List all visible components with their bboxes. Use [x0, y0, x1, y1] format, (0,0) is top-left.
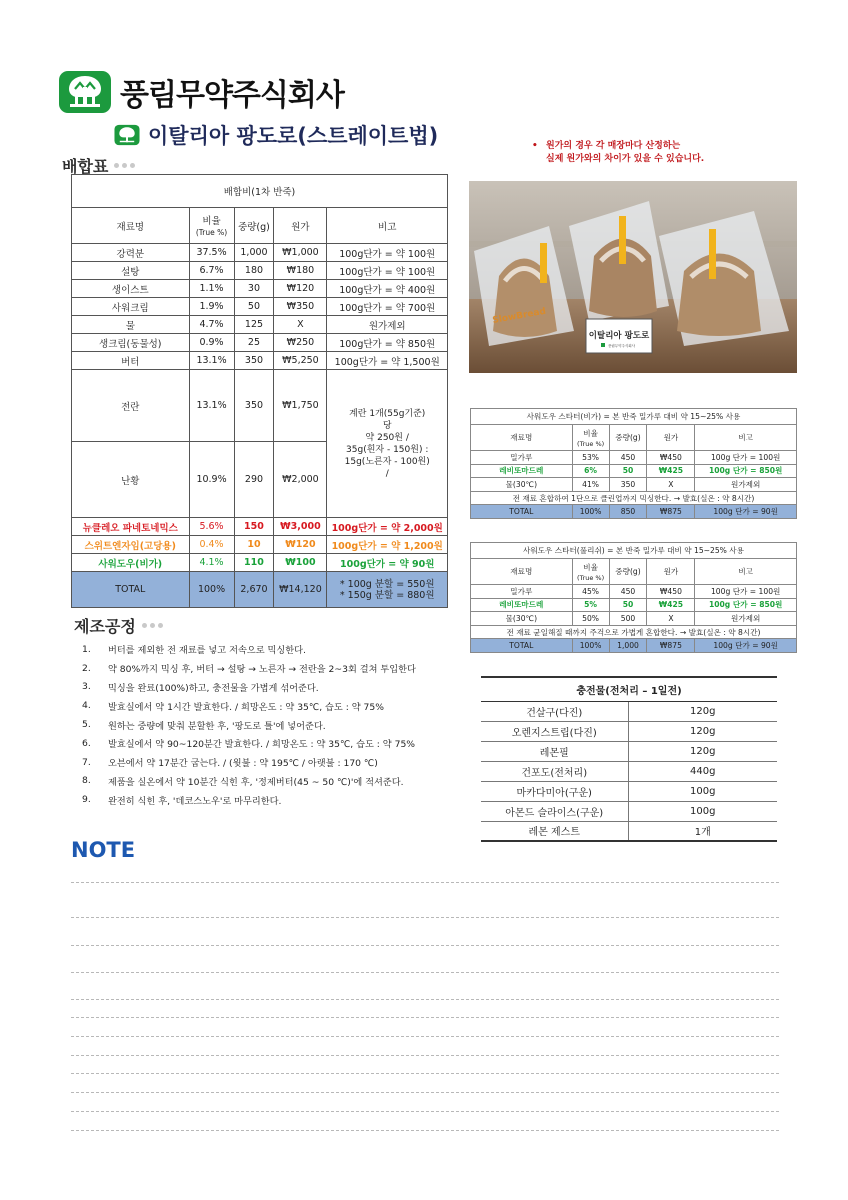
table-total-row: TOTAL 100% 850 ₩875 100g 단가 = 90원: [471, 505, 797, 519]
table-row-special: 스위트엔자임(고당용) 0.4% 10 ₩120 100g단가 = 약 1,200원: [72, 536, 448, 554]
biga-caption: 사워도우 스타터(비가) = 본 반죽 밀가루 대비 약 15~25% 사용: [471, 409, 797, 425]
process-step: 7. 오븐에서 약 17분간 굽는다. / (윗불 : 약 195℃ / 아랫불 : 170 ℃): [82, 756, 378, 770]
note-line: [71, 1111, 779, 1112]
header-weight: 중량(g): [234, 208, 274, 244]
filling-table: [481, 676, 777, 842]
table-row: 오렌지스트립(다진) 120g: [481, 721, 777, 741]
note-title: NOTE: [71, 838, 136, 862]
photo-label-company: 풍림무약주식회사: [608, 344, 636, 348]
table-row: 레몬필 120g: [481, 741, 777, 761]
photo-label-logo-icon: [601, 343, 605, 347]
header-remark: 비고: [327, 208, 448, 244]
process-step: 8. 제품을 실온에서 약 10분간 식힌 후, '정제버터(45 ~ 50 ℃)'에 적셔준다.: [82, 775, 404, 788]
section-dots-icon: [142, 623, 163, 628]
table-row: 강력분 37.5% 1,000 ₩1,000 100g단가 = 약 100원: [72, 244, 448, 262]
filling-title: 충전물(전처리 – 1일전): [481, 677, 777, 701]
recipe-title: 이탈리아 팡도로(스트레이트법): [148, 124, 439, 148]
note-line: [71, 1130, 779, 1131]
table-total-row: TOTAL 100% 1,000 ₩875 100g 단가 = 90원: [471, 639, 797, 653]
note-line: [71, 1017, 779, 1018]
biga-method: 전 재료 혼합하여 1단으로 클린업까지 믹싱한다. → 발효(실온 : 약 8시간): [471, 491, 797, 505]
table-row: 생크림(동물성) 0.9% 25 ₩250 100g단가 = 약 850원: [72, 334, 448, 352]
table-row: 레비또마드레 6% 50 ₩425 100g 단가 = 850원: [471, 464, 797, 478]
process-step: 6. 발효실에서 약 90~120분간 발효한다. / 희망온도 : 약 35℃, 습도 : 약 75%: [82, 737, 416, 751]
note-line: [71, 917, 779, 918]
photo-label-text: 이탈리아 팡도로: [588, 331, 650, 341]
tree-logo-small-icon: [114, 124, 140, 146]
note-line: [71, 1055, 779, 1056]
poolish-method: 전 재료 균일해질 때까지 주걱으로 가볍게 혼합한다. → 발효(실온 : 약 8시간): [471, 625, 797, 639]
note-line: [71, 1092, 779, 1093]
table-row-egg: 전란 13.1% 350 ₩1,750 계란 1개(55g기준) 당 약 250원 / 35g(흰자 - 150원) : 15g(노른자 - 100원) /: [72, 370, 448, 442]
process-step: 4. 발효실에서 약 1시간 발효한다. / 희망온도 : 약 35℃, 습도 : 약 75%: [82, 700, 384, 713]
photo-brand-mark: SlowBread: [491, 306, 547, 326]
process-steps: [82, 640, 416, 809]
table-row: 사워크림 1.9% 50 ₩350 100g단가 = 약 700원: [72, 298, 448, 316]
egg-remark: 계란 1개(55g기준) 당 약 250원 / 35g(흰자 - 150원) : 15g(노른자 - 100원) /: [327, 370, 448, 518]
company-name: 풍림무약주식회사: [120, 78, 344, 113]
tree-logo-icon: [58, 70, 112, 114]
notice-line-1: 원가의 경우 각 매장마다 산정하는: [546, 141, 681, 151]
table-row: 아몬드 슬라이스(구운) 100g: [481, 801, 777, 821]
cost-notice: [532, 140, 704, 166]
table-row-yolk: 난황 10.9% 290 ₩2,000: [72, 442, 448, 518]
table-row-special: 사워도우(비가) 4.1% 110 ₩100 100g단가 = 약 90원: [72, 554, 448, 572]
table-row: 마카다미아(구운) 100g: [481, 781, 777, 801]
note-line: [71, 1073, 779, 1074]
table-row: 레몬 제스트 1개: [481, 821, 777, 841]
table-row: 밀가루 53% 450 ₩450 100g 단가 = 100원: [471, 451, 797, 465]
note-line: [71, 882, 779, 883]
poolish-caption: 사워도우 스타터(풀리쉬) = 본 반죽 밀가루 대비 약 15~25% 사용: [471, 543, 797, 559]
poolish-table: 사워도우 스타터(풀리쉬) = 본 반죽 밀가루 대비 약 15~25% 사용 재료명 비율 (True %) 중량(g) 원가 비고 밀가루 45% 450 ₩450 100g 단가 = 100원 레비또마드레 5% 50 ₩425 100g 단가 = 850원 물(30℃) 50% 500 X 원가제외 전 재료 균일해질 때까지 주걱으로 가볍게 혼합한다. → 발효(실온 : 약 8시간) TOTAL 100% 1,000 ₩875 100g 단가 = 90원: [470, 542, 797, 653]
header-cost: 원가: [274, 208, 327, 244]
note-line: [71, 945, 779, 946]
process-step: 3. 믹싱을 완료(100%)하고, 충전물을 가볍게 섞어준다.: [82, 681, 319, 694]
header-name: 재료명: [72, 208, 190, 244]
table-row: 물(30℃) 41% 350 X 원가제외: [471, 478, 797, 492]
table-total-row: TOTAL 100% 2,670 ₩14,120 * 100g 분할 = 550원 * 150g 분할 = 880원: [72, 572, 448, 608]
process-section-label: 제조공정: [74, 617, 136, 636]
note-line: [71, 1036, 779, 1037]
recipe-table-header: [72, 208, 448, 244]
table-row: 건살구(다진) 120g: [481, 701, 777, 721]
biga-table: 사워도우 스타터(비가) = 본 반죽 밀가루 대비 약 15~25% 사용 재료명 비율 (True %) 중량(g) 원가 비고 밀가루 53% 450 ₩450 100g 단가 = 100원 레비또마드레 6% 50 ₩425 100g 단가 = 850원 물(30℃) 41% 350 X 원가제외 전 재료 혼합하여 1단으로 클린업까지 믹싱한다. → 발효(실온 : 약 8시간) TOTAL 100% 850 ₩875 100g 단가 = 90원: [470, 408, 797, 519]
company-logo: [58, 70, 344, 114]
table-row: 물 4.7% 125 X 원가제외: [72, 316, 448, 334]
table-row: 밀가루 45% 450 ₩450 100g 단가 = 100원: [471, 585, 797, 599]
recipe-section-label: 배합표: [62, 157, 109, 176]
table-row: 레비또마드레 5% 50 ₩425 100g 단가 = 850원: [471, 598, 797, 612]
recipe-table: [71, 174, 448, 608]
recipe-table-caption: 배합비(1차 반죽): [72, 175, 448, 208]
process-step: 1. 버터를 제외한 전 재료를 넣고 저속으로 믹싱한다.: [82, 643, 306, 657]
product-photo: [469, 181, 797, 373]
recipe-title-wrap: [114, 120, 438, 150]
notice-line-2: 실제 원가와의 차이가 있을 수 있습니다.: [546, 154, 705, 164]
table-row: 물(30℃) 50% 500 X 원가제외: [471, 612, 797, 626]
table-row: 설탕 6.7% 180 ₩180 100g단가 = 약 100원: [72, 262, 448, 280]
table-row: 건포도(전처리) 440g: [481, 761, 777, 781]
process-step: 2. 약 80%까지 믹싱 후, 버터 → 설탕 → 노른자 → 전란을 2~3회 걸쳐 투입한다: [82, 662, 416, 676]
process-step: 9. 완전히 식힌 후, '데코스노우'로 마무리한다.: [82, 794, 282, 807]
table-row-special: 뉴클레오 파네토네믹스 5.6% 150 ₩3,000 100g단가 = 약 2,000원: [72, 518, 448, 536]
section-dots-icon: [114, 163, 135, 168]
table-row: 생이스트 1.1% 30 ₩120 100g단가 = 약 400원: [72, 280, 448, 298]
table-row: 버터 13.1% 350 ₩5,250 100g단가 = 약 1,500원: [72, 352, 448, 370]
header-ratio: 비율 (True %): [189, 208, 234, 244]
note-line: [71, 972, 779, 973]
process-section-title: [74, 614, 163, 637]
note-line: [71, 999, 779, 1000]
notice-bullet: •: [532, 141, 538, 151]
process-step: 5. 원하는 중량에 맞춰 분할한 후, '팡도로 틀'에 넣어준다.: [82, 719, 326, 732]
